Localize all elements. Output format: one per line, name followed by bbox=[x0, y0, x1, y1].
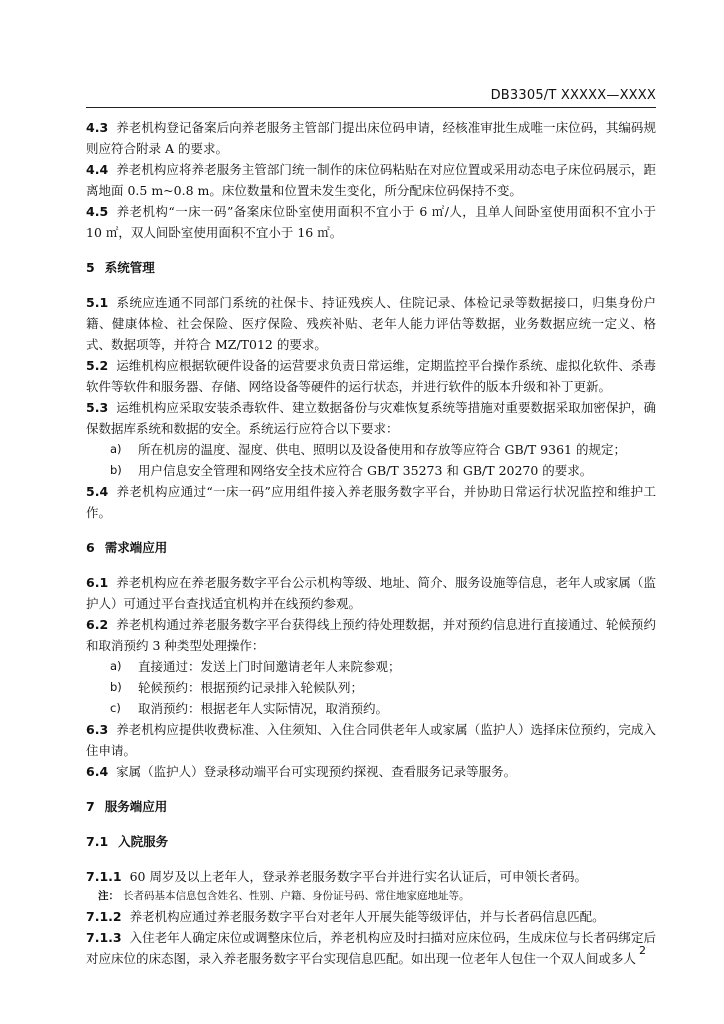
list-item-label: b) bbox=[110, 463, 122, 477]
header-rule bbox=[86, 107, 656, 108]
note-text: 长者码基本信息包含姓名、性别、户籍、身份证号码、常住地家庭地址等。 bbox=[123, 890, 470, 902]
list-item bbox=[110, 460, 656, 481]
clause-number: 6.4 bbox=[86, 764, 109, 779]
section-number: 7 bbox=[86, 799, 95, 814]
list-item-label: a) bbox=[110, 659, 122, 673]
list-item-label: c) bbox=[110, 701, 121, 715]
clause-text: 养老机构“一床一码”备案床位卧室使用面积不宜小于 6 ㎡/人，且单人间卧室使用面积不宜小于 10 ㎡，双人间卧室使用面积不宜小于 16 ㎡。 bbox=[86, 204, 656, 240]
clause-number: 6.3 bbox=[86, 722, 109, 737]
list-item bbox=[110, 656, 656, 677]
list-item-label: b) bbox=[110, 680, 122, 694]
document-body bbox=[86, 117, 656, 969]
clause-number: 4.3 bbox=[86, 120, 109, 135]
header-doc-code: DB3305/T XXXXX—XXXX bbox=[490, 88, 656, 103]
clause-text: 养老机构应提供收费标准、入住须知、入住合同供老年人或家属（监护人）选择床位预约，完成入住申请。 bbox=[86, 722, 656, 758]
clause-text: 养老机构应通过“一床一码”应用组件接入养老服务数字平台，并协助日常运行状况监控和维护工作。 bbox=[86, 484, 656, 520]
list-item bbox=[110, 698, 656, 719]
list-item-text: 直接通过：发送上门时间邀请老年人来院参观； bbox=[138, 659, 401, 674]
subsection-title: 入院服务 bbox=[118, 834, 169, 849]
clause-number: 6.1 bbox=[86, 575, 109, 590]
clause-number: 5.1 bbox=[86, 295, 109, 310]
page-number: 2 bbox=[639, 944, 646, 957]
clause-text: 家属（监护人）登录移动端平台可实现预约探视、查看服务记录等服务。 bbox=[116, 764, 517, 779]
clause-4-5 bbox=[86, 201, 656, 243]
clause-number: 4.5 bbox=[86, 204, 109, 219]
clause-4-4 bbox=[86, 159, 656, 201]
clause-text: 60 周岁及以上老年人，登录养老服务数字平台并进行实名认证后，可申领长者码。 bbox=[129, 869, 587, 884]
list-item-label: a) bbox=[110, 442, 122, 456]
clause-5-4 bbox=[86, 481, 656, 523]
clause-number: 5.4 bbox=[86, 484, 109, 499]
note-7-1-1 bbox=[86, 887, 656, 906]
list-6-2 bbox=[86, 656, 656, 719]
section-title: 服务端应用 bbox=[104, 799, 168, 814]
section-heading-7 bbox=[86, 796, 656, 817]
clause-6-4 bbox=[86, 761, 656, 782]
section-title: 需求端应用 bbox=[104, 540, 168, 555]
clause-text: 养老机构通过养老服务数字平台获得线上预约待处理数据，并对预约信息进行直接通过、轮候预约和取消预约 3 种类型处理操作： bbox=[86, 617, 656, 653]
clause-text: 运维机构应根据软硬件设备的运营要求负责日常运维，定期监控平台操作系统、虚拟化软件、杀毒软件等软件和服务器、存储、网络设备等硬件的运行状态，并进行软件的版本升级和补丁更新。 bbox=[86, 358, 656, 394]
clause-6-1 bbox=[86, 572, 656, 614]
clause-4-3 bbox=[86, 117, 656, 159]
clause-text: 养老机构应通过养老服务数字平台对老年人开展失能等级评估，并与长者码信息匹配。 bbox=[129, 909, 605, 924]
clause-number: 7.1.2 bbox=[86, 909, 122, 924]
subsection-number: 7.1 bbox=[86, 834, 109, 849]
clause-6-2 bbox=[86, 614, 656, 656]
clause-text: 运维机构应采取安装杀毒软件、建立数据备份与灾难恢复系统等措施对重要数据采取加密保护，确保数据库系统和数据的安全。系统运行应符合以下要求： bbox=[86, 400, 656, 436]
clause-text: 养老机构登记备案后向养老服务主管部门提出床位码申请，经核准审批生成唯一床位码，其编码规则应符合附录 A 的要求。 bbox=[86, 120, 656, 156]
clause-number: 6.2 bbox=[86, 617, 109, 632]
section-heading-5 bbox=[86, 257, 656, 278]
list-item-text: 取消预约：根据老年人实际情况，取消预约。 bbox=[138, 701, 389, 716]
clause-text: 入住老年人确定床位或调整床位后，养老机构应及时扫描对应床位码，生成床位与长者码绑定后对应床位的床态图，录入养老服务数字平台实现信息匹配。如出现一位老年人包住一个双人间或多人 bbox=[86, 930, 656, 966]
section-number: 6 bbox=[86, 540, 95, 555]
clause-number: 5.3 bbox=[86, 400, 109, 415]
clause-5-2 bbox=[86, 355, 656, 397]
clause-number: 7.1.1 bbox=[86, 869, 122, 884]
list-item-text: 所在机房的温度、湿度、供电、照明以及设备使用和存放等应符合 GB/T 9361 的规定； bbox=[138, 442, 626, 457]
note-label: 注： bbox=[98, 890, 119, 902]
section-title: 系统管理 bbox=[104, 260, 155, 275]
clause-number: 5.2 bbox=[86, 358, 109, 373]
section-heading-6 bbox=[86, 537, 656, 558]
clause-text: 养老机构应在养老服务数字平台公示机构等级、地址、简介、服务设施等信息，老年人或家属（监护人）可通过平台查找适宜机构并在线预约参观。 bbox=[86, 575, 656, 611]
list-item bbox=[110, 677, 656, 698]
clause-5-1 bbox=[86, 292, 656, 355]
list-item-text: 用户信息安全管理和网络安全技术应符合 GB/T 35273 和 GB/T 20270 的要求。 bbox=[138, 463, 593, 478]
list-item-text: 轮候预约：根据预约记录排入轮候队列； bbox=[138, 680, 364, 695]
clause-text: 系统应连通不同部门系统的社保卡、持证残疾人、住院记录、体检记录等数据接口，归集身份户籍、健康体检、社会保险、医疗保险、残疾补贴、老年人能力评估等数据，业务数据应统一定义、格式、数据项等，并符合 MZ/T012 的要求。 bbox=[86, 295, 656, 352]
section-number: 5 bbox=[86, 260, 95, 275]
clause-7-1-1 bbox=[86, 866, 656, 887]
clause-number: 4.4 bbox=[86, 162, 109, 177]
clause-7-1-2 bbox=[86, 906, 656, 927]
clause-number: 7.1.3 bbox=[86, 930, 122, 945]
clause-7-1-3 bbox=[86, 927, 656, 969]
clause-text: 养老机构应将养老服务主管部门统一制作的床位码粘贴在对应位置或采用动态电子床位码展示，距离地面 0.5 m~0.8 m。床位数量和位置未发生变化，所分配床位码保持不变。 bbox=[86, 162, 656, 198]
list-item bbox=[110, 439, 656, 460]
subsection-heading-7-1 bbox=[86, 831, 656, 852]
clause-5-3 bbox=[86, 397, 656, 439]
list-5-3 bbox=[86, 439, 656, 481]
clause-6-3 bbox=[86, 719, 656, 761]
